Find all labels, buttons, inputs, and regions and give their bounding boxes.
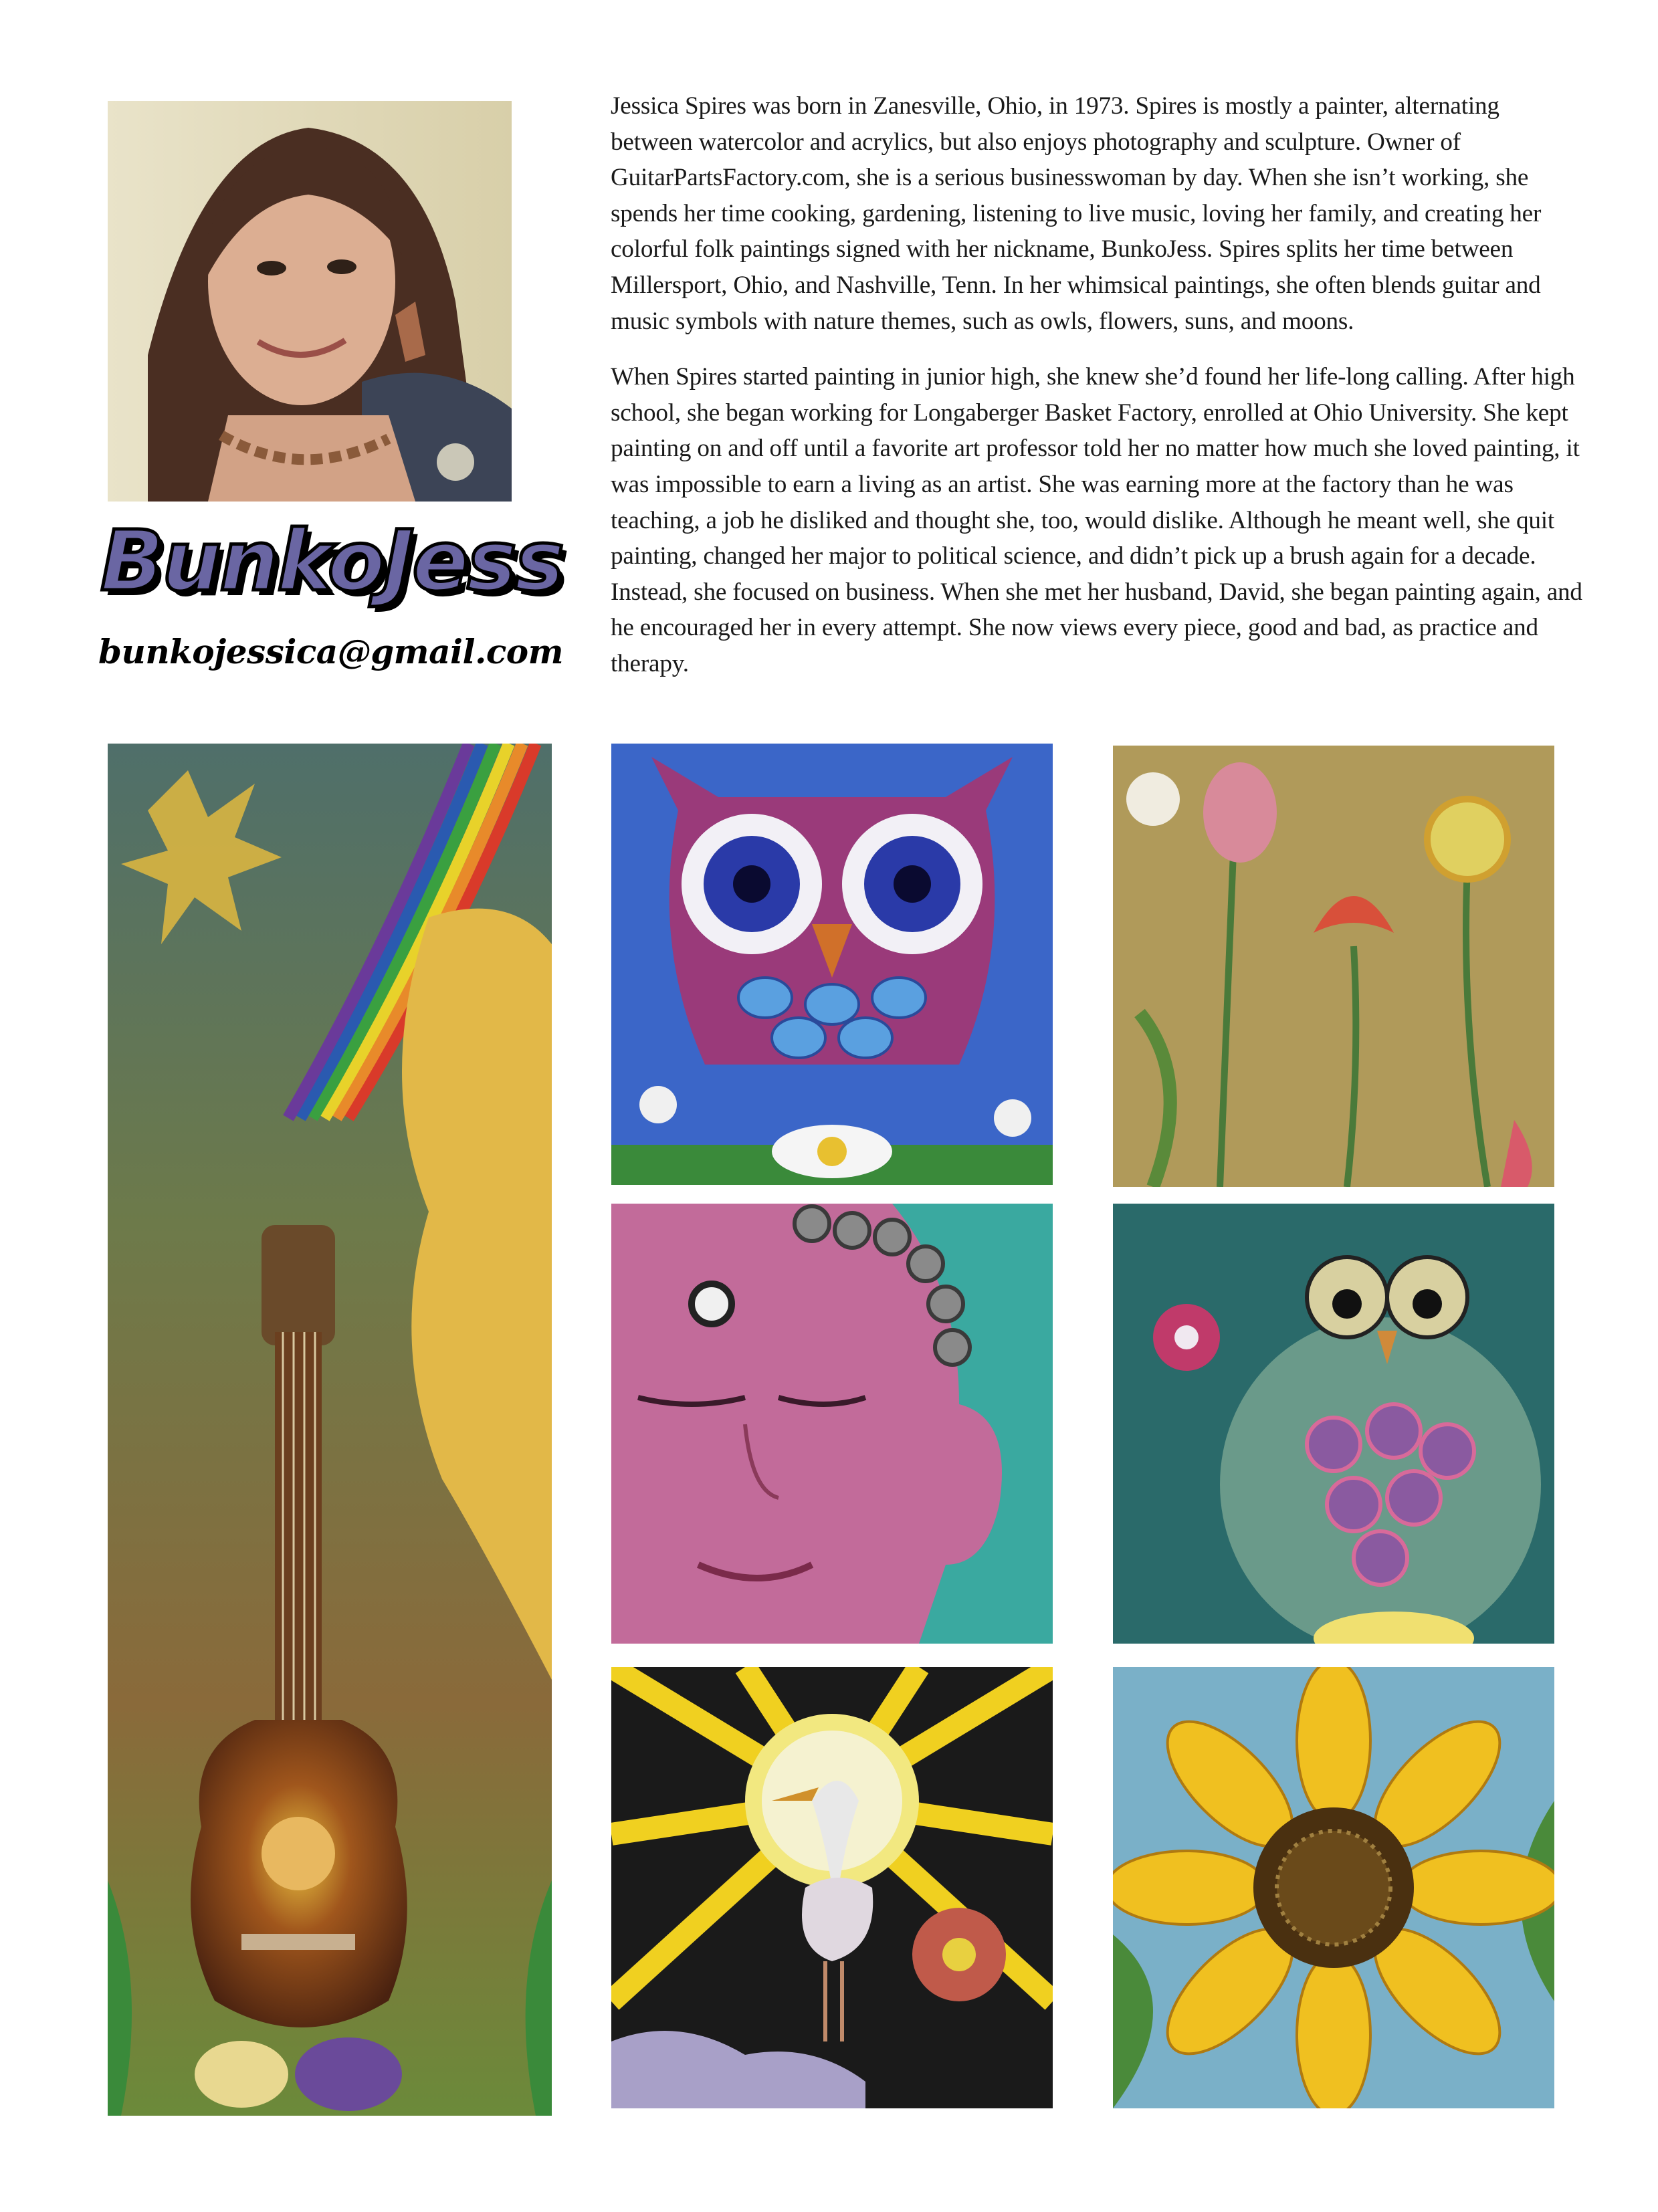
bio-paragraph-2: When Spires started painting in junior high, she knew she’d found her life-long calling. After high school, she began working for Longaberger Basket Factory, enrolled at Ohio University. She kept painting on and off until a favorite art professor told her no matter how much she loved painting, it was impossible to earn a living as an artist. She was earning more at the factory than he was teaching, a job he disliked and thought she, too, would dislike. Although he meant well, she quit painting, changed her major to political science, and didn’t pick up a brush again for a decade. Instead, she focused on business. When she met her husband, David, she began painting again, and he encouraged her in every attempt. She now views every piece, good and bad, as practice and therapy. <box>611 363 1582 677</box>
painting-flowers-gold <box>1113 746 1554 1187</box>
artist-name-logo: BunkoJess <box>100 513 562 610</box>
painting-guitar-rainbow <box>108 744 552 2116</box>
painting-owl-green <box>1113 1204 1554 1644</box>
biography <box>611 88 1584 682</box>
artist-email[interactable]: bunkojessica@gmail.com <box>98 632 564 671</box>
painting-owl-blue <box>611 744 1053 1185</box>
painting-sunflower <box>1113 1667 1554 2108</box>
artist-portrait-photo <box>108 101 512 502</box>
bio-paragraph-1: Jessica Spires was born in Zanesville, Ohio, in 1973. Spires is mostly a painter, alternating between watercolor and acrylics, but also enjoys photography and sculpture. Owner of GuitarPartsFactory.com, she is a serious businesswoman by day. When she isn’t working, she spends her time cooking, gardening, listening to live music, loving her family, and creating her colorful folk paintings signed with her nickname, BunkoJess. Spires splits her time between Millersport, Ohio, and Nashville, Tenn. In her whimsical paintings, she often blends guitar and music symbols with nature themes, such as owls, flowers, suns, and moons. <box>611 92 1542 335</box>
painting-heron-sunburst <box>611 1667 1053 2108</box>
painting-buddha-pink <box>611 1204 1053 1644</box>
